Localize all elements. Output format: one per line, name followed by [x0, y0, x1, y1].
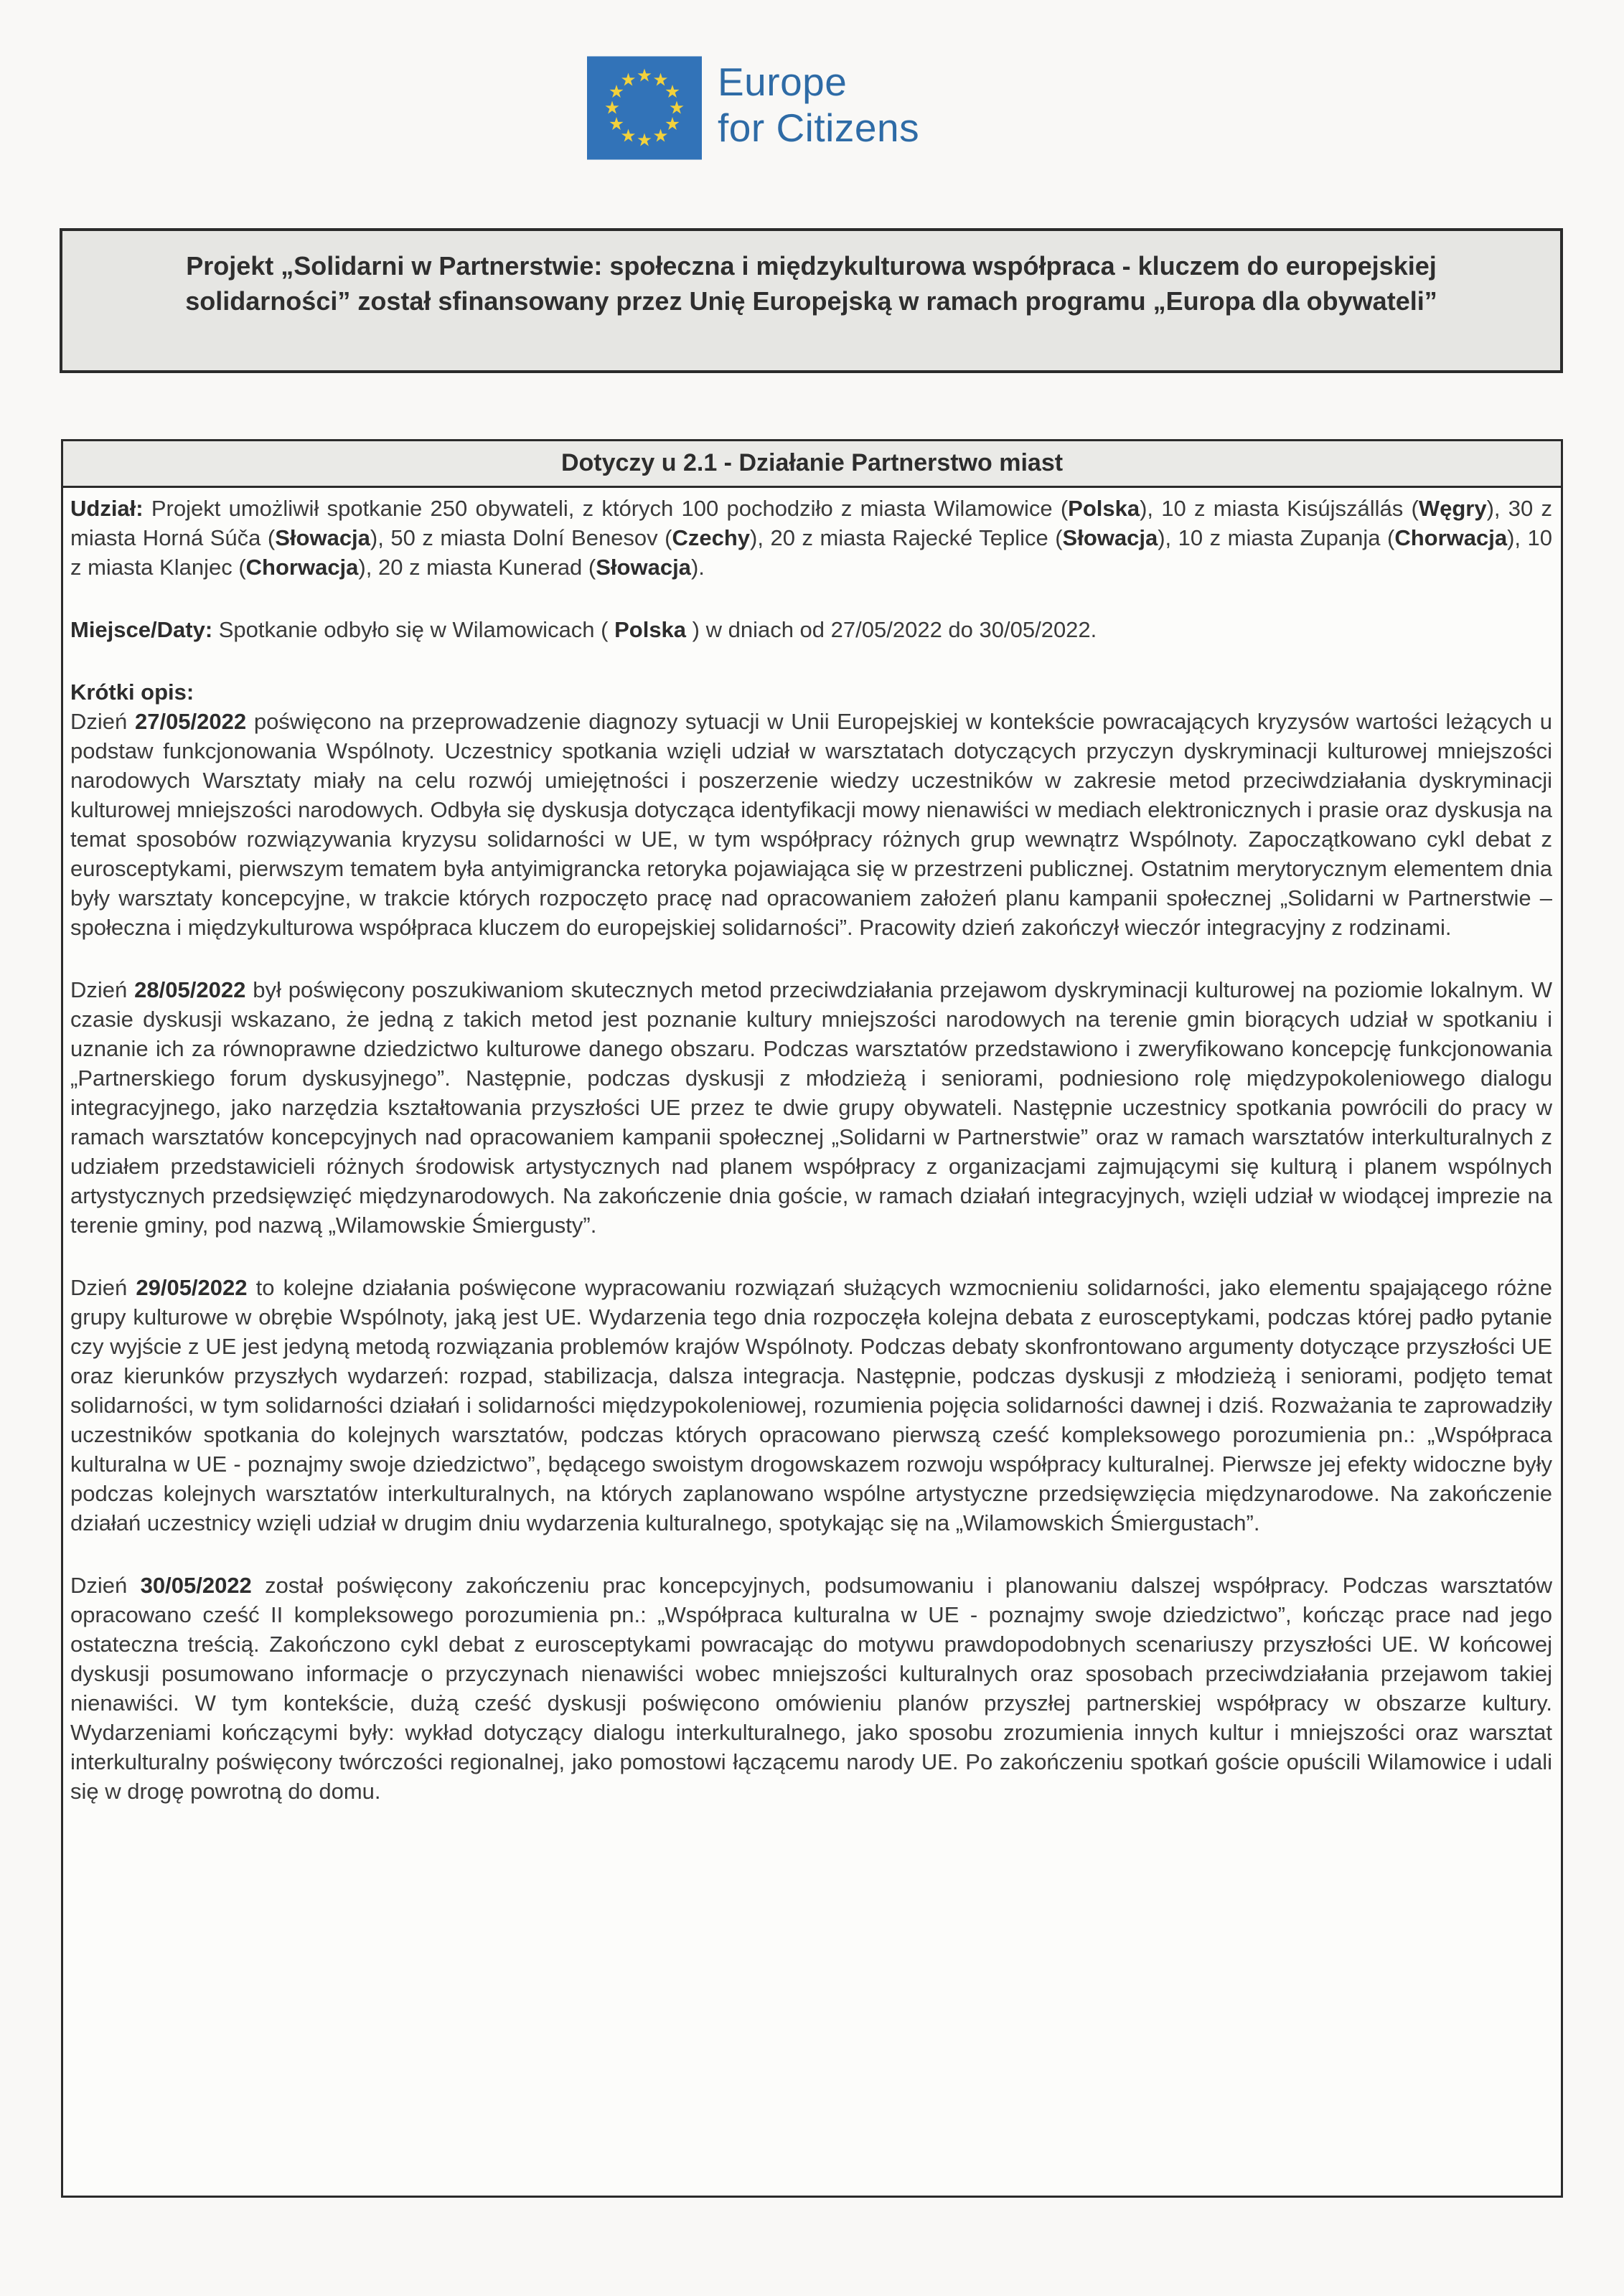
report-paragraph [70, 677, 1552, 707]
text-segment-bold: Miejsce/Daty: [70, 617, 213, 642]
text-segment: to kolejne działania poświęcone wypracowaniu rozwiązań służących wzmocnieniu solidarności, jako elementu spajającego różne grupy kulturowe w obrębie Wspólnoty, jaką jest UE. Wydarzenia tego dnia rozpoczęła kolejna debata z eurosceptykami, podczas której padło pytanie czy wyjście z UE jest jedyną metodą rozwiązania problemów krajów Wspólnoty. Podczas debaty skonfrontowano argumenty dotyczące przyszłości UE oraz kierunków przyszłych wydarzeń: rozpad, stabilizacja, dalsza integracja. Następnie, podczas dyskusji z młodzieżą i seniorami, podjęto temat solidarności, w tym solidarności działań i solidarności międzypokoleniowej, rozumienia pojęcia solidarności dawnej i dziś. Rozważania te zaprowadziły uczestników spotkania do kolejnych warsztatów, podczas których opracowano pierwszą cześć kompleksowego porozumienia pn.: „Współpraca kulturalna w UE - poznajmy swoje dziedzictwo”, będącego swoistym drogowskazem rozwoju współpracy kulturalnej. Pierwsze jej efekty widoczne były podczas kolejnych warsztatów interkulturalnych, na których zaplanowano wspólne artystyczne przedsięwzięcia międzynarodowe. Na zakończenie działań uczestnicy wzięli udział w drugim dniu wydarzenia kulturalnego, spotykając się na „Wilamowskich Śmiergustach”. [70, 1275, 1552, 1535]
text-segment: Dzień [70, 709, 135, 734]
funding-statement-box [60, 228, 1563, 373]
report-paragraph [70, 615, 1552, 644]
report-body [63, 488, 1561, 1806]
funding-statement-text: Projekt „Solidarni w Partnerstwie: społeczna i międzykulturowa współpraca - kluczem do europejskiej solidarności” został sfinansowany przez Unię Europejską w ramach programu „Europa dla obywateli” [185, 251, 1437, 316]
logo-line2: for Citizens [718, 105, 920, 150]
text-segment: ). [690, 555, 705, 580]
text-segment-bold: Polska [1068, 496, 1140, 521]
text-segment-bold: Krótki opis: [70, 679, 194, 705]
text-segment: ), 50 z miasta Dolní Benesov ( [370, 525, 672, 550]
text-segment: ), 20 z miasta Kunerad ( [358, 555, 596, 580]
text-segment-bold: 28/05/2022 [134, 977, 246, 1002]
text-segment: ), 10 z miasta Klanjec ( [70, 525, 1553, 580]
text-segment: został poświęcony zakończeniu prac koncepcyjnych, podsumowaniu i planowaniu dalszej współpracy. Podczas warsztatów opracowano cześć II kompleksowego porozumienia pn.: „Współpraca kulturalna w UE - poznajmy swoje dziedzictwo”, kończąc prace nad jego ostateczna treścią. Zakończono cykl debat z eurosceptykami powracając do motywu prawdopodobnych scenariuszy przyszłości UE. W końcowej dyskusji posumowano informacje o przyczynach nienawiści wobec mniejszości kulturalnych oraz sposobach przeciwdziałania przejawom takiej nienawiści. W tym kontekście, dużą cześć dyskusji poświęcono omówieniu planów przyszłej partnerskiej współpracy w obszarze kultury. Wydarzeniami kończącymi były: wykład dotyczący dialogu interkulturalnego, jako sposobu zrozumienia innych kultur i mniejszości oraz warsztat interkulturalny poświęcony twórczości regionalnej, jako pomostowi łączącemu narody UE. Po zakończeniu spotkań goście opuścili Wilamowice i udali się w drogę powrotną do domu. [70, 1573, 1552, 1804]
report-paragraph [70, 707, 1552, 942]
text-segment: Dzień [70, 977, 135, 1002]
report-table [61, 439, 1563, 2198]
text-segment: Dzień [70, 1573, 141, 1598]
text-segment-bold: Słowacja [1062, 525, 1158, 550]
report-paragraph [70, 1273, 1552, 1538]
text-segment-bold: Polska [614, 617, 687, 642]
text-segment-bold: Czechy [672, 525, 751, 550]
text-segment: ), 20 z miasta Rajecké Teplice ( [750, 525, 1063, 550]
text-segment: ), 10 z miasta Kisújszállás ( [1140, 496, 1419, 521]
report-paragraph [70, 494, 1552, 582]
text-segment: ), 10 z miasta Zupanja ( [1158, 525, 1395, 550]
report-title: Dotyczy u 2.1 - Działanie Partnerstwo miast [63, 441, 1561, 488]
text-segment: Spotkanie odbyło się w Wilamowicach ( [212, 617, 615, 642]
text-segment: był poświęcony poszukiwaniom skutecznych metod przeciwdziałania przejawom dyskryminacji kulturowej na poziomie lokalnym. W czasie dyskusji wskazano, że jedną z takich metod jest poznanie kultury mniejszości narodowych na terenie gmin biorących udział w spotkaniu i uznanie ich za równoprawne dziedzictwo kulturowe danego obszaru. Podczas warsztatów przedstawiono i zweryfikowano koncepcję funkcjonowania „Partnerskiego forum dyskusyjnego”. Następnie, podczas dyskusji z młodzieżą i seniorami, podniesiono rolę międzypokoleniowego dialogu integracyjnego, jako narzędzia kształtowania przyszłości UE przez te dwie grupy obywateli. Następnie uczestnicy spotkania powrócili do pracy w ramach warsztatów koncepcyjnych nad opracowaniem kampanii społecznej „Solidarni w Partnerstwie” oraz w ramach warsztatów interkulturalnych z udziałem przedstawicieli różnych środowisk artystycznych nad planem współpracy z organizacjami zajmującymi się kulturą i planem wspólnych artystycznych przedsięwzięć międzynarodowych. Na zakończenie dnia goście, w ramach działań integracyjnych, wzięli udział w wiodącej imprezie na terenie gminy, pod nazwą „Wilamowskie Śmiergusty”. [70, 977, 1553, 1238]
text-segment-bold: Udział: [70, 496, 144, 521]
text-segment: ) w dniach od 27/05/2022 do 30/05/2022. [686, 617, 1097, 642]
text-segment-bold: Węgry [1418, 496, 1487, 521]
text-segment-bold: Chorwacja [1394, 525, 1508, 550]
text-segment: Projekt umożliwił spotkanie 250 obywateli, z których 100 pochodziło z miasta Wilamowice ( [143, 496, 1069, 521]
text-segment: poświęcono na przeprowadzenie diagnozy sytuacji w Unii Europejskiej w kontekście powracających kryzysów wartości leżących u podstaw funkcjonowania Wspólnoty. Uczestnicy spotkania wzięli udział w warsztatach dotyczących przyczyn dyskryminacji kulturowej mniejszości narodowych Warsztaty miały na celu rozwój umiejętności i poszerzenie wiedzy uczestników w zakresie metod przeciwdziałania dyskryminacji kulturowej mniejszości narodowych. Odbyła się dyskusja dotycząca identyfikacji mowy nienawiści w mediach elektronicznych i prasie oraz dyskusja na temat sposobów rozwiązywania kryzysu solidarności w UE, w tym współpracy różnych grup wewnątrz Wspólnoty. Zapoczątkowano cykl debat z eurosceptykami, pierwszym tematem była antyimigrancka retoryka pojawiająca się w przestrzeni publicznej. Ostatnim merytorycznym elementem dnia były warsztaty koncepcyjne, w trakcie których rozpoczęto pracę nad opracowaniem założeń planu kampanii społecznej „Solidarni w Partnerstwie – społeczna i międzykulturowa współpraca kluczem do europejskiej solidarności”. Pracowity dzień zakończył wieczór integracyjny z rodzinami. [70, 709, 1552, 940]
europe-for-citizens-logo [587, 56, 919, 160]
text-segment: Dzień [70, 1275, 136, 1300]
text-segment-bold: 29/05/2022 [136, 1275, 248, 1300]
logo-line1: Europe [718, 60, 848, 104]
logo-wordmark [718, 56, 919, 160]
text-segment-bold: Chorwacja [245, 555, 359, 580]
text-segment: ), 30 z miasta Horná Súča ( [70, 496, 1552, 550]
report-paragraph [70, 975, 1552, 1240]
eu-flag-icon [587, 56, 702, 160]
text-segment-bold: Słowacja [275, 525, 370, 550]
text-segment-bold: Słowacja [596, 555, 691, 580]
report-paragraph [70, 1571, 1552, 1806]
text-segment-bold: 30/05/2022 [140, 1573, 252, 1598]
text-segment-bold: 27/05/2022 [134, 709, 247, 734]
